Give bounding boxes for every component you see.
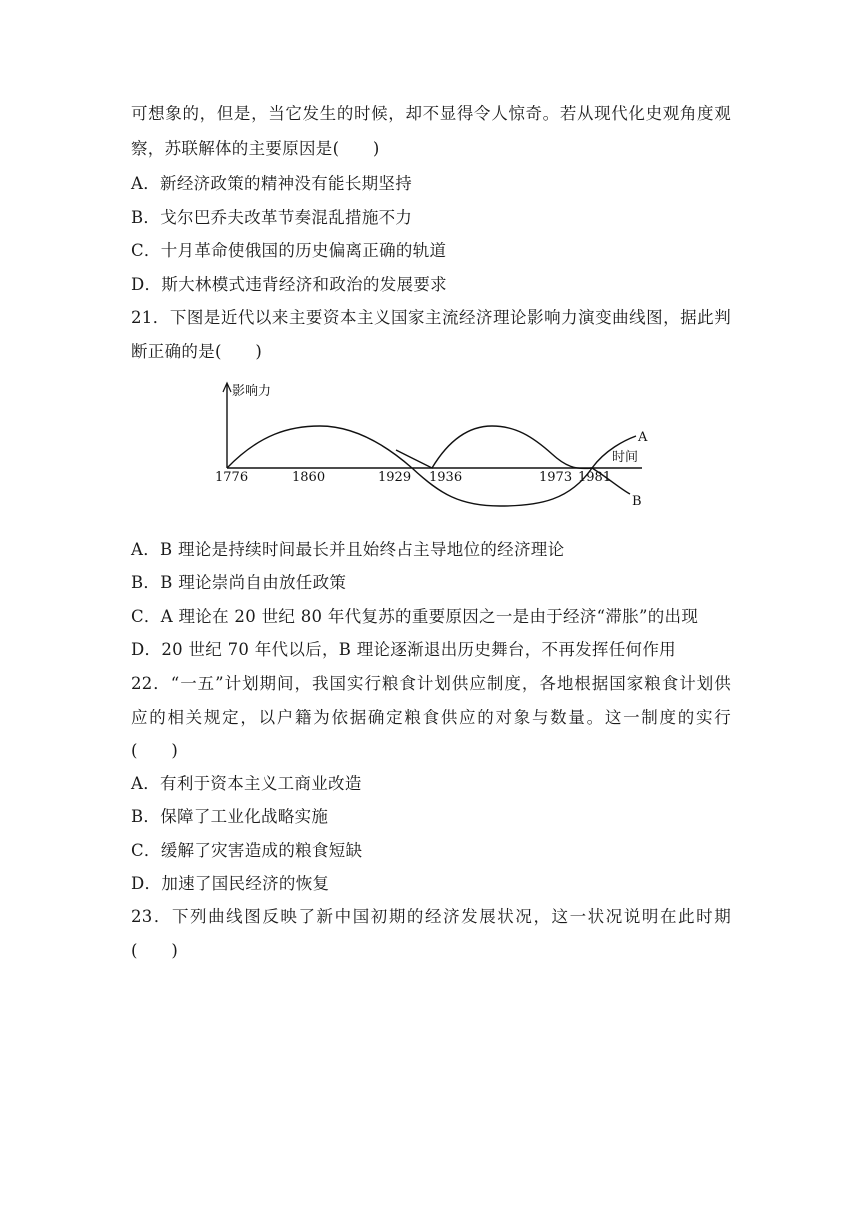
q21-stem-line2: 断正确的是( ) xyxy=(131,342,263,361)
q20-option-d: D．斯大林模式违背经济和政治的发展要求 xyxy=(131,275,447,294)
q23-stem-line1: 23．下列曲线图反映了新中国初期的经济发展状况，这一状况说明在此时期 xyxy=(131,907,731,926)
series-label-a: A xyxy=(638,430,648,445)
economic-theory-chart xyxy=(210,378,660,518)
tick-label: 1860 xyxy=(292,470,326,485)
q22-stem-line1: 22．“一五”计划期间，我国实行粮食计划供应制度，各地根据国家粮食计划供 xyxy=(131,674,731,693)
x-axis-label: 时间 xyxy=(612,450,639,465)
q20-stem-line2: 察，苏联解体的主要原因是( ) xyxy=(131,139,380,158)
q21-option-a: A．B 理论是持续时间最长并且始终占主导地位的经济理论 xyxy=(131,540,565,559)
q23-stem-line2: ( ) xyxy=(131,941,179,960)
q22-stem-line3: ( ) xyxy=(131,741,179,760)
tick-label: 1973 xyxy=(539,470,573,485)
curve-a xyxy=(227,426,639,506)
q21-stem-line1: 21．下图是近代以来主要资本主义国家主流经济理论影响力演变曲线图，据此判 xyxy=(131,308,731,327)
tick-label: 1776 xyxy=(215,470,249,485)
tick-label: 1981 xyxy=(578,470,612,485)
q22-stem-line2: 应的相关规定，以户籍为依据确定粮食供应的对象与数量。这一制度的实行 xyxy=(131,708,731,727)
tick-label: 1936 xyxy=(429,470,463,485)
q22-option-a: A．有利于资本主义工商业改造 xyxy=(131,774,362,793)
q20-stem-line1: 可想象的，但是，当它发生的时候，却不显得令人惊奇。若从现代化史观角度观 xyxy=(131,104,731,123)
q20-option-c: C．十月革命使俄国的历史偏离正确的轨道 xyxy=(131,241,447,260)
q20-option-a: A．新经济政策的精神没有能长期坚持 xyxy=(131,174,413,193)
series-label-b: B xyxy=(632,494,642,509)
q21-option-d: D．20 世纪 70 年代以后，B 理论逐渐退出历史舞台，不再发挥任何作用 xyxy=(131,640,676,659)
q22-option-b: B．保障了工业化战略实施 xyxy=(131,807,329,826)
q22-option-d: D．加速了国民经济的恢复 xyxy=(131,874,330,893)
q20-option-b: B．戈尔巴乔夫改革节奏混乱措施不力 xyxy=(131,208,413,227)
q22-option-c: C．缓解了灾害造成的粮食短缺 xyxy=(131,841,363,860)
q21-option-b: B．B 理论崇尚自由放任政策 xyxy=(131,573,347,592)
q21-option-c: C．A 理论在 20 世纪 80 年代复苏的重要原因之一是由于经济“滞胀”的出现 xyxy=(131,607,699,626)
tick-label: 1929 xyxy=(378,470,412,485)
y-axis-label: 影响力 xyxy=(232,384,272,399)
